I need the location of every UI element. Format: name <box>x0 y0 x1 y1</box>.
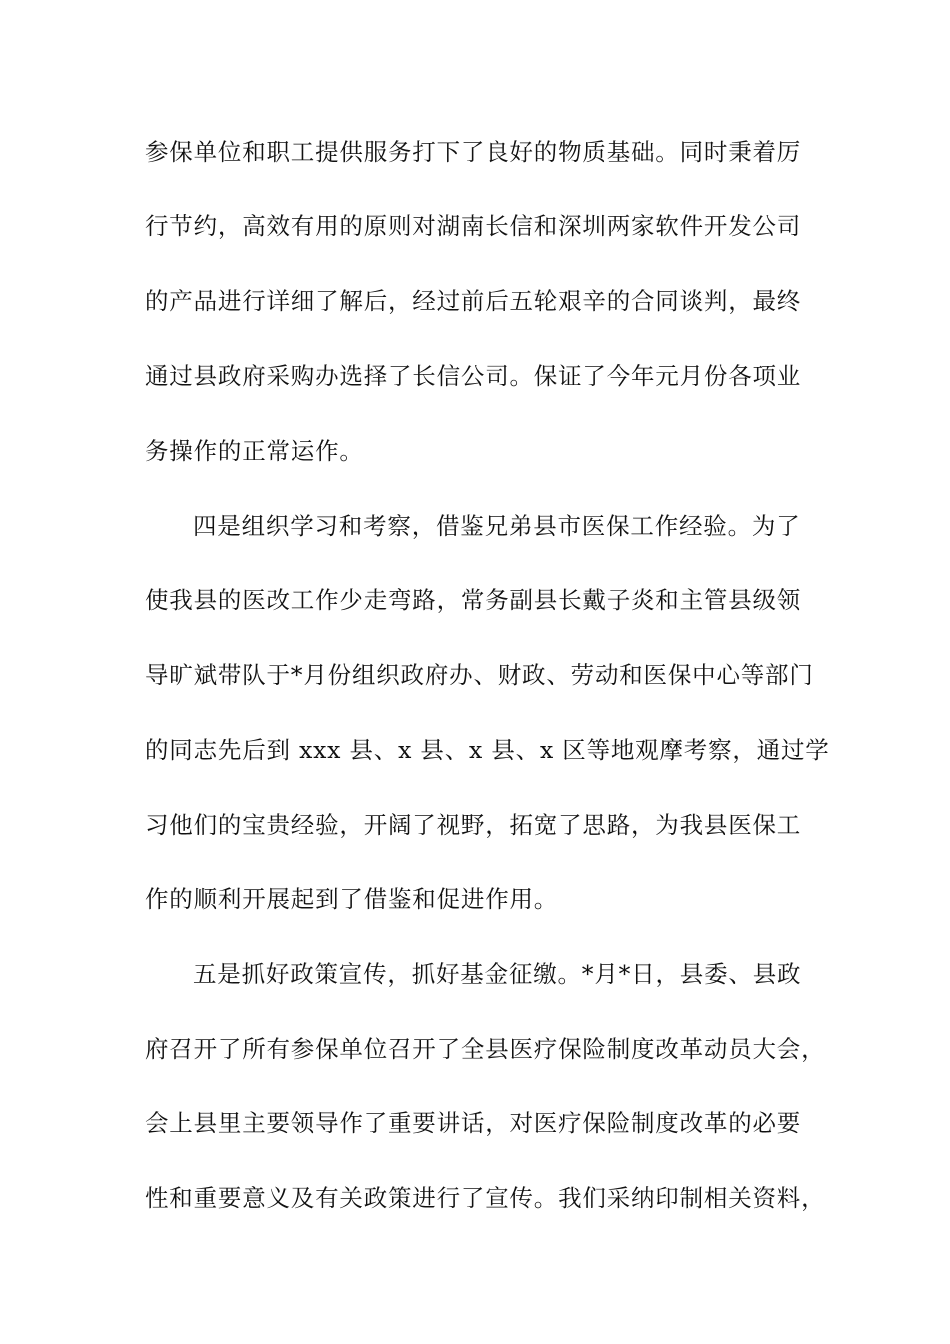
paragraph-line: 行节约，高效有用的原则对湖南长信和深圳两家软件开发公司 <box>145 212 802 240</box>
paragraph-line: 府召开了所有参保单位召开了全县医疗保险制度改革动员大会， <box>145 1035 826 1063</box>
paragraph-line: 的同志先后到 xxx 县、x 县、x 县、x 区等地观摩考察，通过学 <box>145 736 830 764</box>
paragraph-line: 性和重要意义及有关政策进行了宣传。我们采纳印制相关资料， <box>145 1184 826 1212</box>
paragraph-line: 参保单位和职工提供服务打下了良好的物质基础。同时秉着厉 <box>145 138 802 166</box>
paragraph-line: 通过县政府采购办选择了长信公司。保证了今年元月份各项业 <box>145 362 802 390</box>
paragraph-line: 作的顺利开展起到了借鉴和促进作用。 <box>145 885 559 913</box>
paragraph-line: 会上县里主要领导作了重要讲话，对医疗保险制度改革的必要 <box>145 1109 802 1137</box>
paragraph-line: 五是抓好政策宣传，抓好基金征缴。*月*日，县委、县政 <box>193 960 802 988</box>
paragraph-line: 使我县的医改工作少走弯路，常务副县长戴子炎和主管县级领 <box>145 586 802 614</box>
paragraph-line: 习他们的宝贵经验，开阔了视野，拓宽了思路，为我县医保工 <box>145 811 802 839</box>
paragraph-line: 导旷斌带队于*月份组织政府办、财政、劳动和医保中心等部门 <box>145 661 814 689</box>
paragraph-line: 的产品进行详细了解后，经过前后五轮艰辛的合同谈判，最终 <box>145 287 802 315</box>
paragraph-line: 四是组织学习和考察，借鉴兄弟县市医保工作经验。为了 <box>193 512 801 540</box>
paragraph-line: 务操作的正常运作。 <box>145 437 364 465</box>
